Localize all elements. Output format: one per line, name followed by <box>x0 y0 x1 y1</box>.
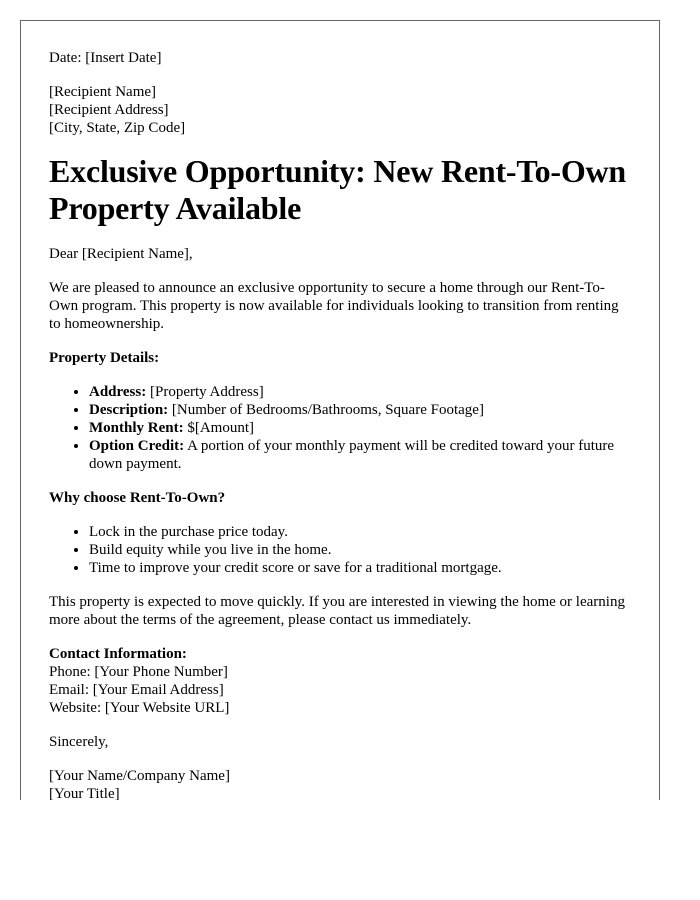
why-item: • Build equity while you live in the home. <box>89 541 631 559</box>
property-details-list <box>49 383 631 473</box>
detail-value: $[Amount] <box>187 420 254 436</box>
recipient-address: [Recipient Address] <box>49 102 169 118</box>
recipient-city-line: [City, State, Zip Code] <box>49 120 186 136</box>
letter-page <box>20 20 660 800</box>
date-line: Date: [Insert Date] <box>49 50 162 66</box>
headline: Exclusive Opportunity: New Rent-To-Own Property Available <box>49 153 627 226</box>
contact-heading: Contact Information: <box>49 646 187 662</box>
signature-title: [Your Title] <box>49 786 120 800</box>
signature-block <box>49 767 631 800</box>
detail-label: Address: <box>89 384 147 400</box>
signoff: Sincerely, <box>49 734 109 750</box>
detail-value: [Number of Bedrooms/Bathrooms, Square Footage] <box>171 402 484 418</box>
signature-name: [Your Name/Company Name] <box>49 768 230 784</box>
why-item: • Time to improve your credit score or save for a traditional mortgage. <box>89 559 631 577</box>
contact-phone: Phone: [Your Phone Number] <box>49 664 228 680</box>
why-item: • Lock in the purchase price today. <box>89 523 631 541</box>
detail-label: Description: <box>89 402 169 418</box>
property-detail-description <box>89 401 631 419</box>
contact-email: Email: [Your Email Address] <box>49 682 224 698</box>
detail-label: Option Credit: <box>89 438 185 454</box>
property-detail-monthly-rent <box>89 419 631 437</box>
property-details-heading: Property Details: <box>49 350 160 366</box>
intro-paragraph: We are pleased to announce an exclusive opportunity to secure a home through our Rent-To-Own program. This property is now available for individuals looking to transition from renting to homeownership. <box>49 280 619 332</box>
contact-website: Website: [Your Website URL] <box>49 700 230 716</box>
contact-block <box>49 645 631 717</box>
detail-value: A portion of your monthly payment will be credited toward your future down payment. <box>89 438 615 472</box>
why-heading: Why choose Rent-To-Own? <box>49 490 226 506</box>
why-list <box>49 523 631 577</box>
property-detail-option-credit <box>89 437 631 473</box>
detail-label: Monthly Rent: <box>89 420 184 436</box>
detail-value: [Property Address] <box>149 384 264 400</box>
salutation: Dear [Recipient Name], <box>49 246 193 262</box>
recipient-name: [Recipient Name] <box>49 84 157 100</box>
property-detail-address <box>89 383 631 401</box>
recipient-block <box>49 83 631 137</box>
closing-paragraph: This property is expected to move quickly. If you are interested in viewing the home or learning more about the terms of the agreement, please contact us immediately. <box>49 594 625 628</box>
